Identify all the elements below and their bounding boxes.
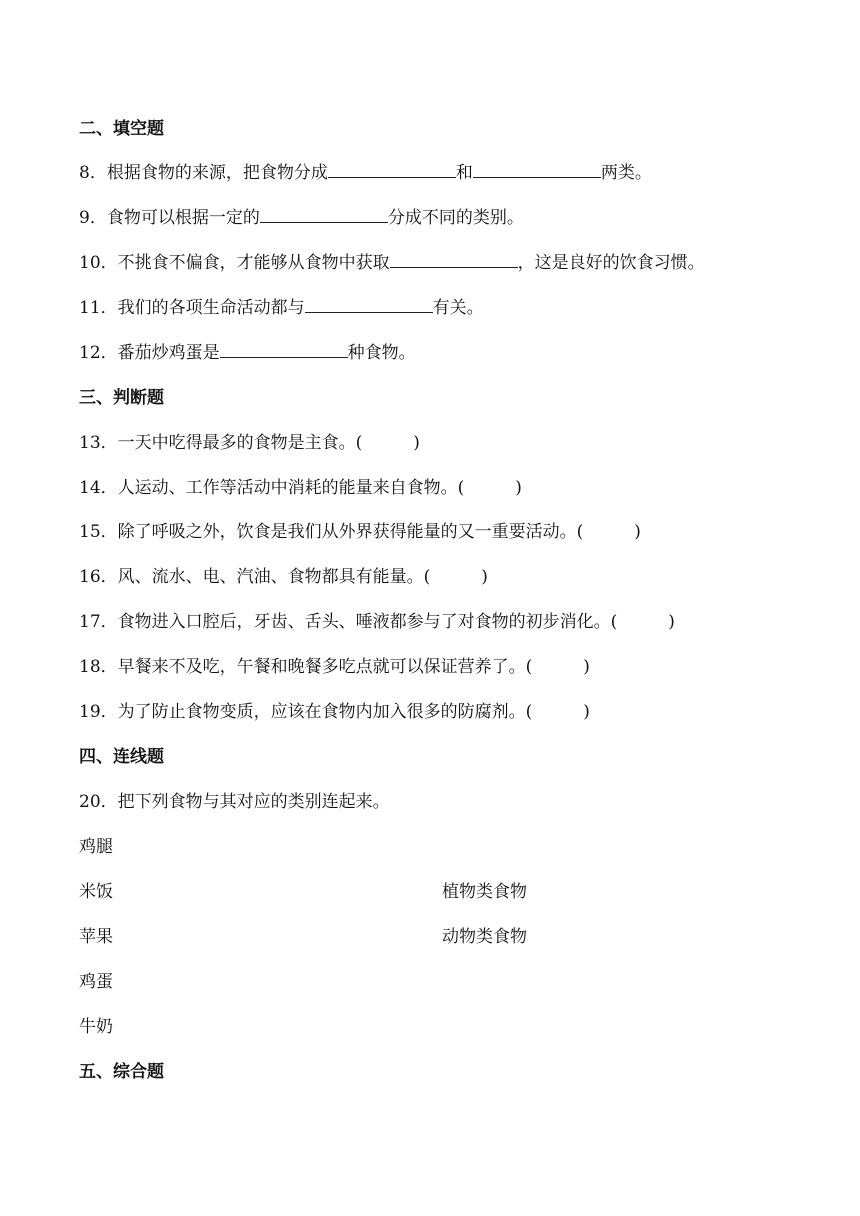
question-16: 16．风、流水、电、汽油、食物都具有能量。( ) xyxy=(79,567,488,587)
question-17: 17．食物进入口腔后，牙齿、舌头、唾液都参与了对食物的初步消化。( ) xyxy=(79,612,675,632)
question-9 xyxy=(79,206,524,230)
section-fill-heading: 二、填空题 xyxy=(79,119,164,139)
question-20: 20．把下列食物与其对应的类别连起来。 xyxy=(79,792,390,812)
question-19: 19．为了防止食物变质，应该在食物内加入很多的防腐剂。( ) xyxy=(79,702,590,722)
match-left-item[interactable]: 米饭 xyxy=(79,882,113,902)
question-text: 有关。 xyxy=(432,298,484,318)
match-left-item[interactable]: 苹果 xyxy=(79,927,113,947)
match-right-item[interactable]: 动物类食物 xyxy=(442,927,527,947)
question-18: 18．早餐来不及吃，午餐和晚餐多吃点就可以保证营养了。( ) xyxy=(79,657,590,677)
match-left-item[interactable]: 鸡蛋 xyxy=(79,972,113,992)
question-text: 种食物。 xyxy=(347,343,416,363)
answer-blank[interactable] xyxy=(473,161,601,178)
question-14: 14．人运动、工作等活动中消耗的能量来自食物。( ) xyxy=(79,478,522,498)
match-right-item[interactable]: 植物类食物 xyxy=(442,882,527,902)
question-text: 分成不同的类别。 xyxy=(387,208,524,228)
question-text: 10．不挑食不偏食，才能够从食物中获取 xyxy=(79,253,390,273)
answer-blank[interactable] xyxy=(390,251,518,268)
section-judge-heading: 三、判断题 xyxy=(79,388,164,408)
answer-blank[interactable] xyxy=(260,206,388,223)
section-match-heading: 四、连线题 xyxy=(79,747,164,767)
section-comprehensive-heading: 五、综合题 xyxy=(79,1062,164,1082)
match-left-item[interactable]: 牛奶 xyxy=(79,1017,113,1037)
question-text: 11．我们的各项生命活动都与 xyxy=(79,298,305,318)
answer-blank[interactable] xyxy=(328,161,456,178)
question-text: 和 xyxy=(455,163,473,183)
answer-blank[interactable] xyxy=(220,341,348,358)
question-text: ，这是良好的饮食习惯。 xyxy=(517,253,705,273)
question-13: 13．一天中吃得最多的食物是主食。( ) xyxy=(79,433,420,453)
question-12 xyxy=(79,341,416,365)
answer-blank[interactable] xyxy=(305,296,433,313)
question-10 xyxy=(79,251,705,275)
question-15: 15．除了呼吸之外，饮食是我们从外界获得能量的又一重要活动。( ) xyxy=(79,522,641,542)
match-left-item[interactable]: 鸡腿 xyxy=(79,837,113,857)
question-text: 8．根据食物的来源，把食物分成 xyxy=(79,163,328,183)
question-text: 两类。 xyxy=(600,163,652,183)
question-text: 12．番茄炒鸡蛋是 xyxy=(79,343,220,363)
question-11 xyxy=(79,296,484,320)
question-8 xyxy=(79,161,652,185)
question-text: 9．食物可以根据一定的 xyxy=(79,208,260,228)
